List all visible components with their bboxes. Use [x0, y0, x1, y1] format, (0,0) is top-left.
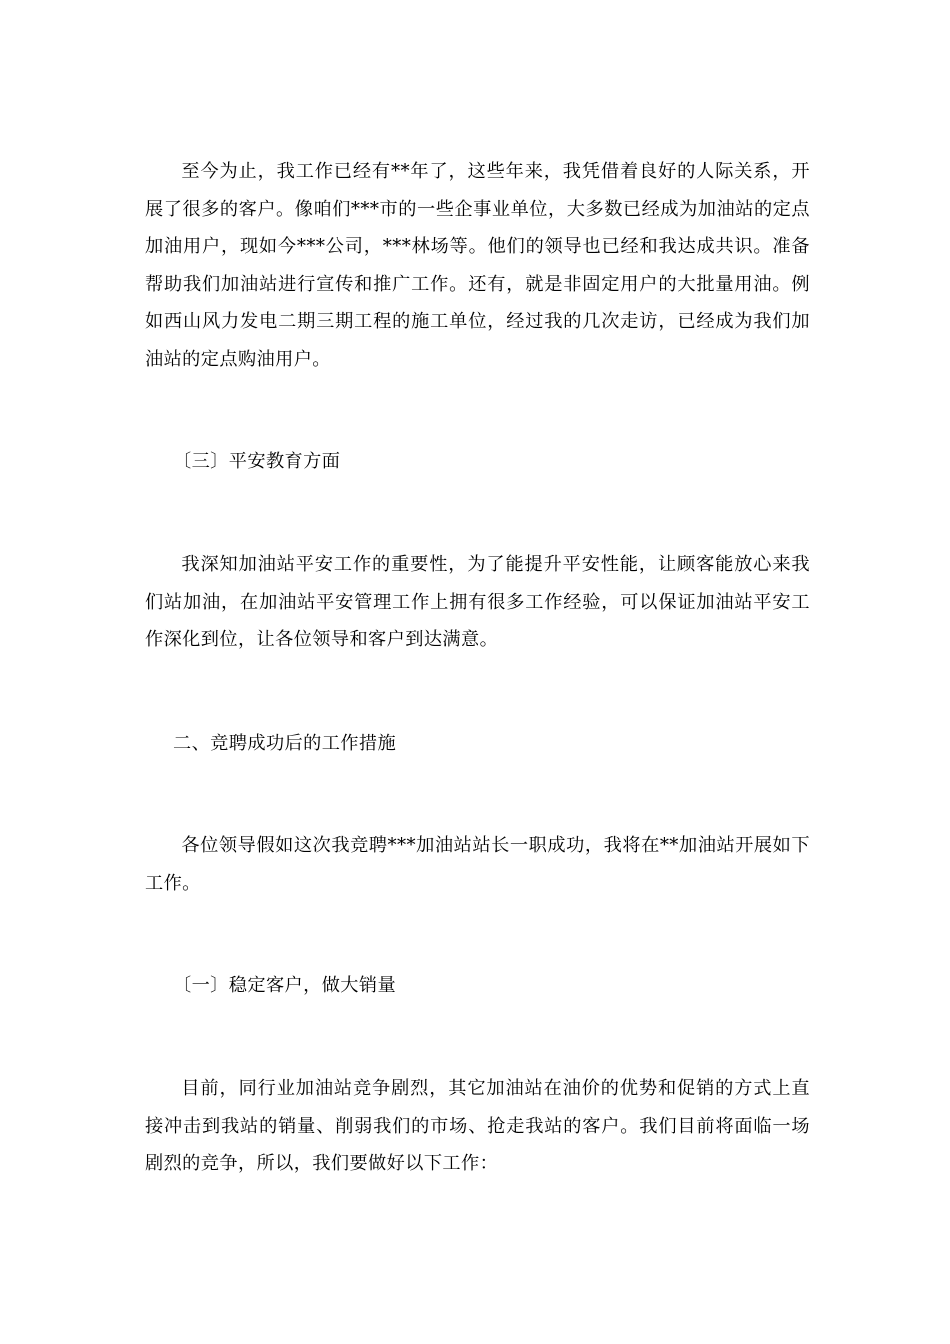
- paragraph-work-plan: 各位领导假如这次我竞聘***加油站站长一职成功，我将在**加油站开展如下工作。: [145, 835, 810, 894]
- paragraph-client-development: 至今为止，我工作已经有**年了，这些年来，我凭借着良好的人际关系，开展了很多的客户。像咱们***市的一些企事业单位，大多数已经成为加油站的定点加油用户，现如今***公司，***林场等。他们的领导也已经和我达成共识。准备帮助我们加油站进行宣传和推广工作。还有，就是非固定用户的大批量用油。例如西山风力发电二期三期工程的施工单位，经过我的几次走访，已经成为我们加油站的定点购油用户。: [145, 161, 810, 370]
- paragraph-competition: 目前，同行业加油站竞争剧烈，其它加油站在油价的优势和促销的方式上直接冲击到我站的销量、削弱我们的市场、抢走我站的客户。我们目前将面临一场剧烈的竞争，所以，我们要做好以下工作：: [145, 1078, 810, 1174]
- heading-stabilize-customers: 〔一〕稳定客户，做大销量: [173, 975, 397, 996]
- paragraph-safety-work: 我深知加油站平安工作的重要性，为了能提升平安性能，让顾客能放心来我们站加油，在加油站平安管理工作上拥有很多工作经验，可以保证加油站平安工作深化到位，让各位领导和客户到达满意。: [145, 554, 810, 650]
- heading-safety-education: 〔三〕平安教育方面: [173, 451, 341, 472]
- heading-work-measures: 二、竞聘成功后的工作措施: [173, 733, 397, 754]
